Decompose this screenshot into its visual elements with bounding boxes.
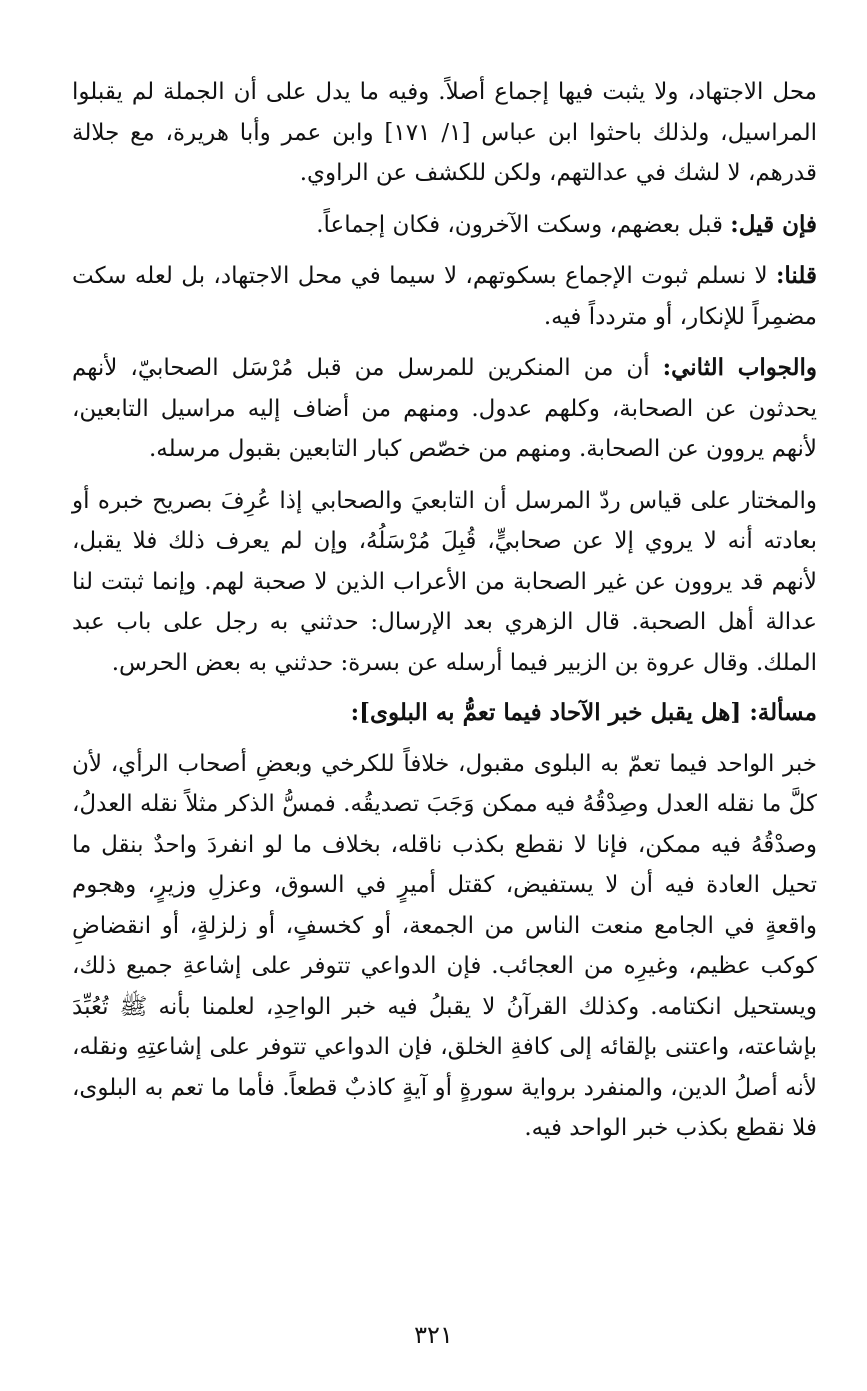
paragraph-3-lead: قلنا:	[775, 262, 817, 289]
section-heading	[72, 693, 817, 734]
paragraph-body: خبر الواحد فيما تعمّ به البلوى مقبول، خلافاً للكرخي وبعضِ أصحاب الرأي، لأن كلَّ ما نقله العدل وصِدْقُهُ فيه ممكن وَجَبَ تصديقُه. فمسُّ الذكر مثلاً نقله العدلُ، وصدْقُهُ فيه ممكن، فإنا لا نقطع بكذب ناقله، بخلاف ما لو انفردَ واحدٌ بنقل ما تحيل العادة فيه أن لا يستفيض، كقتل أميرٍ في السوق، وعزلِ وزيرٍ، وهجوم واقعةٍ في الجامع منعت الناس من الجمعة، أو كخسفٍ، أو زلزلةٍ، أو انقضاضِ كوكب عظيم، وغيرِه من العجائب. فإن الدواعي تتوفر على إشاعةِ جميع ذلك، ويستحيل انكتامه. وكذلك القرآنُ لا يقبلُ فيه خبر الواحِدِ، لعلمنا بأنه ﷺ تُعُبِّدَ بإشاعته، واعتنى بإلقائه إلى كافةِ الخلق، فإن الدواعي تتوفر على إشاعتِهِ ونقله، لأنه أصلُ الدين، والمنفرد برواية سورةٍ أو آيةٍ كاذبٌ قطعاً. فأما ما تعم به البلوى، فلا نقطع بكذب خبر الواحد فيه.	[72, 750, 817, 1141]
paragraph-5-text: والمختار على قياس ردّ المرسل أن التابعيَ والصحابي إذا عُرِفَ بصريح خبره أو بعادته أنه لا يروي إلا عن صحابيٍّ، قُبِلَ مُرْسَلُهُ، وإن لم يعرف ذلك فلا يقبل، لأنهم قد يروون عن غير الصحابة من الأعراب الذين لا صحبة لهم. وإنما ثبتت لنا عدالة أهل الصحبة. قال الزهري بعد الإرسال: حدثني به رجل على باب عبد الملك. وقال عروة بن الزبير فيما أرسله عن بسرة: حدثني به بعض الحرس.	[72, 487, 817, 676]
paragraph-1-text: محل الاجتهاد، ولا يثبت فيها إجماع أصلاً. وفيه ما يدل على أن الجملة لم يقبلوا المراسيل، ولذلك باحثوا ابن عباس [١/ ١٧١] وابن عمر وأبا هريرة، مع جلالة قدرهم، لا لشك في عدالتهم، ولكن للكشف عن الراوي.	[72, 79, 818, 186]
paragraph-3-text: لا نسلم ثبوت الإجماع بسكوتهم، لا سيما في محل الاجتهاد، بل لعله سكت مضمِراً للإنكار، أو متردداً فيه.	[72, 263, 817, 330]
paragraph-2	[72, 205, 817, 246]
section-heading-label: مسألة:	[749, 699, 817, 726]
paragraph-4-lead: والجواب الثاني:	[662, 354, 817, 381]
section-heading-title: [هل يقبل خبر الآحاد فيما تعمُّ به البلوى]:	[350, 699, 750, 726]
paragraph-5	[72, 481, 817, 684]
paragraph-4	[72, 348, 817, 470]
paragraph-3	[72, 256, 817, 337]
document-page	[72, 72, 817, 1149]
paragraph-2-lead: فإن قيل:	[730, 210, 817, 238]
paragraph-1	[72, 72, 817, 194]
page-number: ٣٢١	[414, 1321, 453, 1349]
paragraph-2-text: قبل بعضهم، وسكت الآخرون، فكان إجماعاً.	[316, 211, 731, 238]
paragraph-4-text: أن من المنكرين للمرسل من قبل مُرْسَل الصحابيّ، لأنهم يحدثون عن الصحابة، وكلهم عدول. ومنهم من أضاف إليه مراسيل التابعين، لأنهم يروون عن الصحابة. ومنهم من خصّص كبار التابعين بقبول مرسله.	[72, 355, 817, 462]
